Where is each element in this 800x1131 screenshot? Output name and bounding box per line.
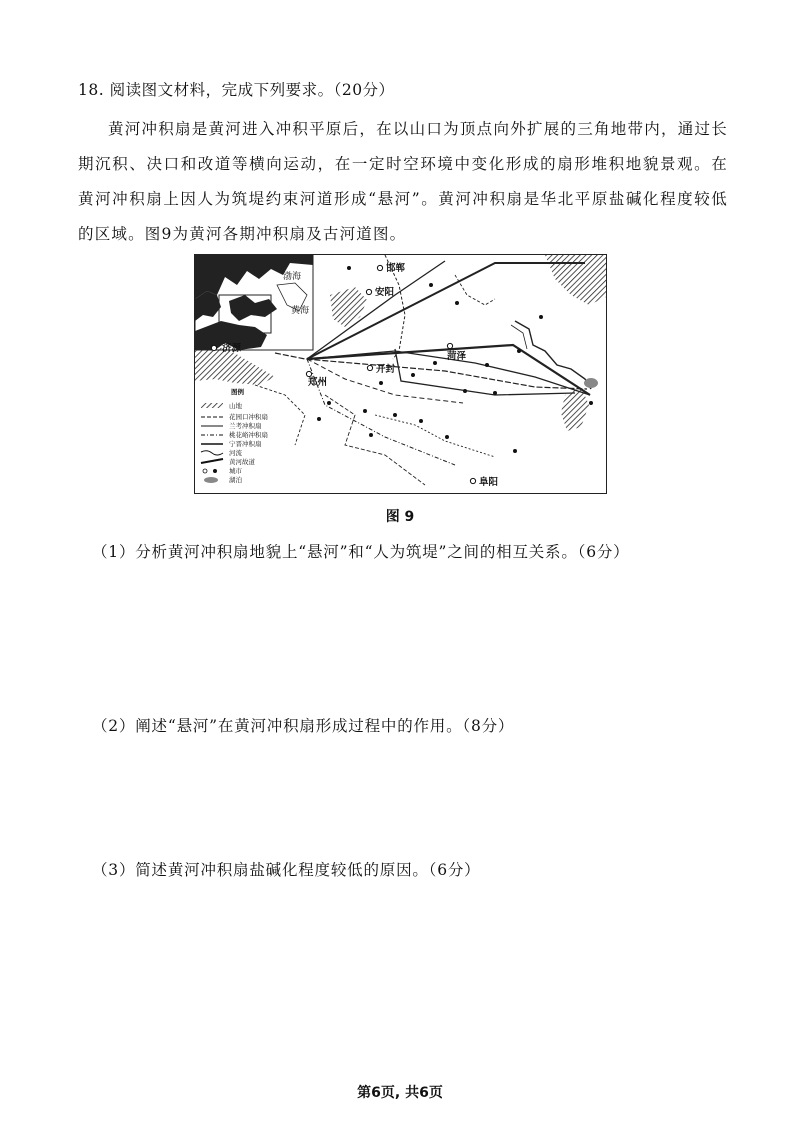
- question-heading: 18. 阅读图文材料，完成下列要求。（20分）: [78, 81, 395, 99]
- sub-question-3: （3）简述黄河冲积扇盐碱化程度较低的原因。（6分）: [92, 861, 481, 879]
- city-label-heze: 菏泽: [447, 351, 467, 362]
- legend-item-ningjin: 宁晋冲积扇: [229, 440, 262, 448]
- legend-item-city: 城市: [229, 467, 242, 475]
- map-legend: [201, 387, 268, 484]
- city-label-handan: 邯郸: [386, 263, 406, 274]
- legend-city-symbol-hollow: [203, 469, 207, 473]
- city-label-fuyang: 阜阳: [479, 477, 499, 488]
- legend-item-river: 河流: [229, 449, 242, 457]
- city-label-kaifeng: 开封: [376, 364, 396, 375]
- lake: [584, 378, 598, 388]
- sub-question-1: （1）分析黄河冲积扇地貌上“悬河”和“人为筑堤”之间的相互关系。（6分）: [92, 543, 630, 561]
- legend-item-lake: 湖泊: [229, 476, 242, 484]
- legend-item-taohuayu: 桃花峪冲积扇: [229, 431, 268, 439]
- legend-mountain-symbol: [201, 403, 223, 408]
- legend-lake-symbol: [204, 477, 218, 483]
- legend-item-old-channel: 黄河故道: [229, 458, 255, 466]
- legend-title: 图例: [231, 388, 244, 396]
- legend-old-channel-symbol: [201, 459, 223, 463]
- city-label-jiyuan: 济源: [222, 343, 242, 354]
- legend-item-lankao: 兰考冲积扇: [229, 422, 262, 430]
- city-label-zhengzhou: 郑州: [308, 377, 328, 388]
- inset-map: [195, 255, 313, 350]
- legend-city-symbol-solid: [213, 469, 217, 473]
- page-footer: 第6页, 共6页: [357, 1085, 443, 1101]
- sub-question-2: （2）阐述“悬河”在黄河冲积扇形成过程中的作用。（8分）: [92, 717, 515, 735]
- alluvial-fan-map: [194, 254, 607, 494]
- legend-item-huayuankou: 花园口冲积扇: [229, 413, 268, 421]
- inset-bohai-label: 渤海: [283, 272, 302, 282]
- city-label-anyang: 安阳: [375, 287, 395, 298]
- legend-river-symbol: [201, 451, 223, 455]
- question-paragraph: 黄河冲积扇是黄河进入冲积平原后，在以山口为顶点向外扩展的三角地带内，通过长期沉积、决口和改道等横向运动，在一定时空环境中变化形成的扇形堆积地貌景观。在黄河冲积扇上因人为筑堤约束河道形成“悬河”。黄河冲积扇是华北平原盐碱化程度较低的区域。图9为黄河各期冲积扇及古河道图。: [78, 120, 728, 243]
- figure-caption: 图 9: [385, 509, 415, 525]
- inset-huanghai-label: 黄海: [291, 306, 310, 316]
- legend-item-mountain: 山地: [229, 402, 242, 410]
